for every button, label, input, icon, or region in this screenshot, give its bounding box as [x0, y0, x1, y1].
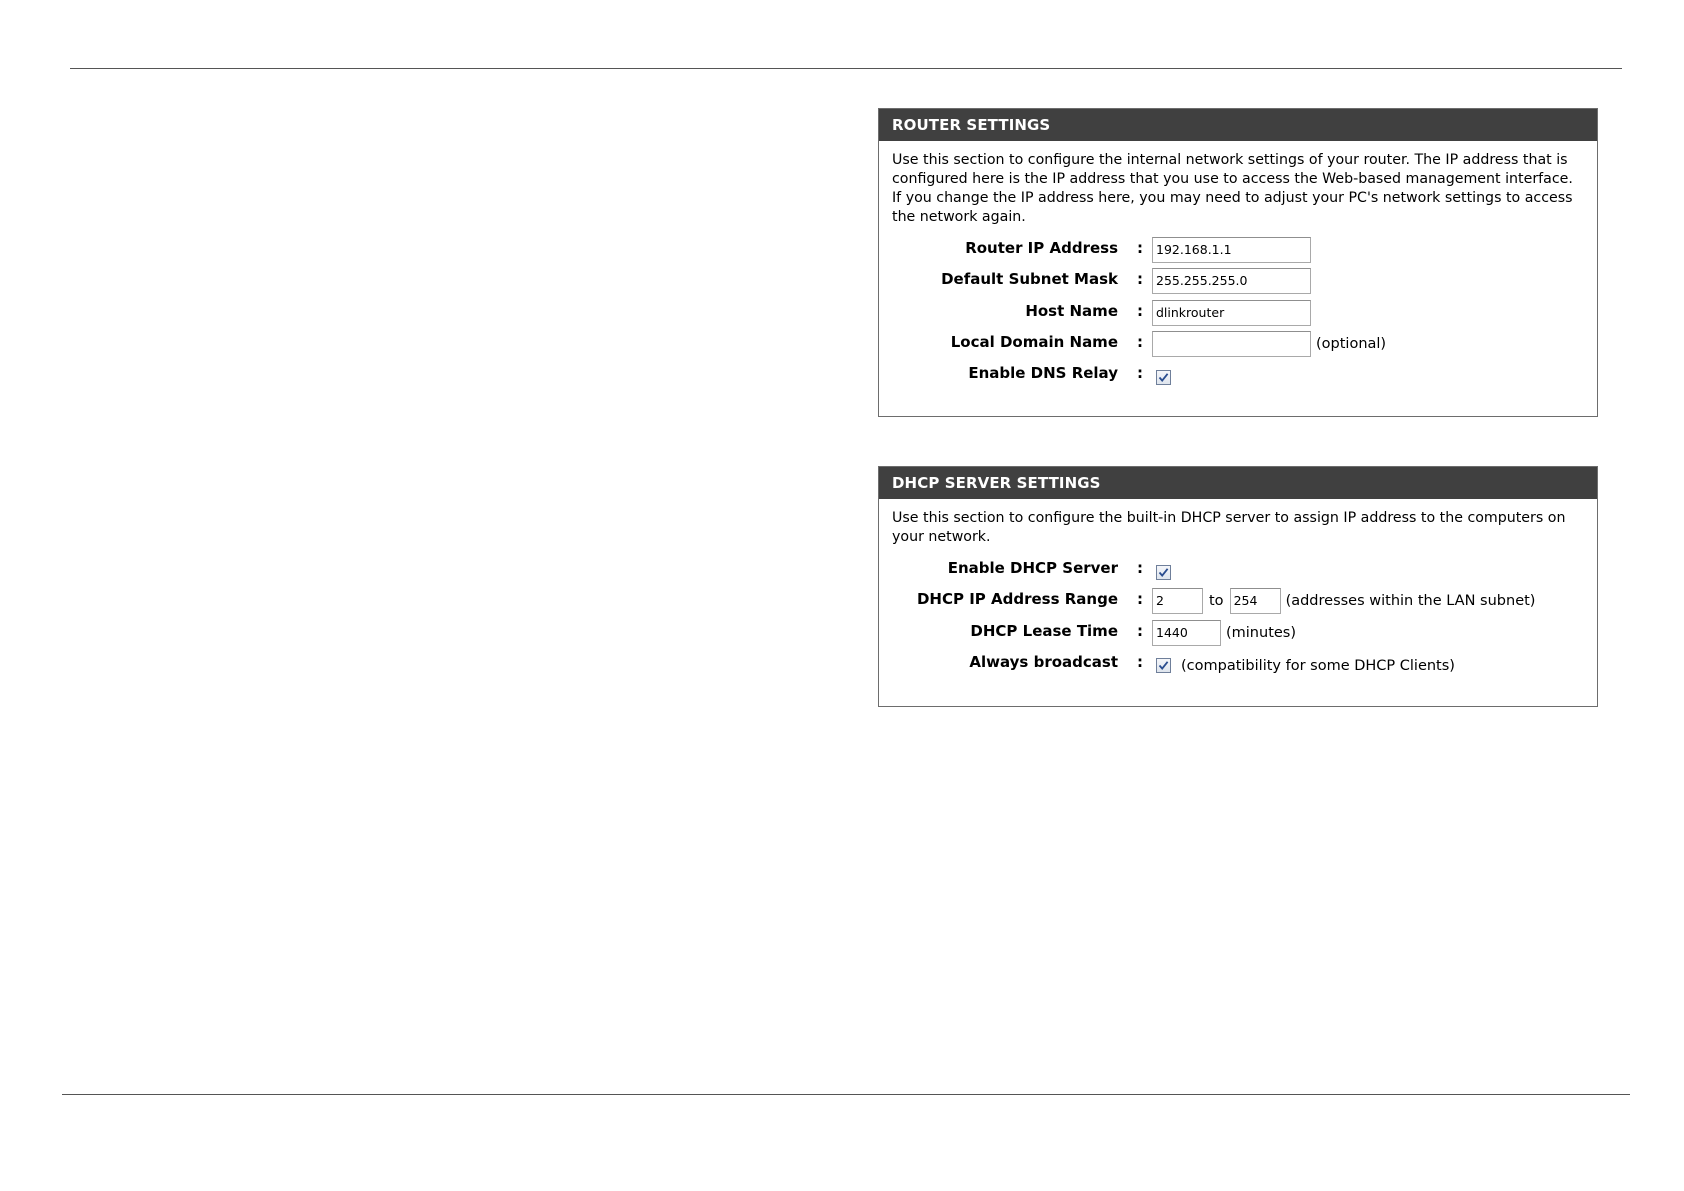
dhcp-range-field-wrap [1152, 588, 1535, 614]
dns-relay-field-wrap [1152, 362, 1171, 388]
subnet-mask-colon: : [1137, 270, 1143, 289]
local-domain-optional-note: (optional) [1316, 335, 1387, 352]
lease-time-unit: (minutes) [1226, 624, 1297, 641]
dhcp-range-label: DHCP IP Address Range [916, 590, 1118, 609]
local-domain-label: Local Domain Name [950, 332, 1118, 351]
dhcp-range-end-input[interactable]: 254 [1230, 588, 1281, 614]
dhcp-server-settings-panel [878, 466, 1598, 707]
enable-dhcp-field-wrap [1152, 557, 1171, 583]
router-ip-field-wrap [1152, 237, 1311, 263]
subnet-mask-input[interactable]: 255.255.255.0 [1152, 268, 1311, 294]
router-settings-form [879, 237, 1597, 393]
dhcp-range-note: (addresses within the LAN subnet) [1285, 593, 1536, 610]
dns-relay-label: Enable DNS Relay [968, 364, 1118, 383]
checkmark-icon [1158, 660, 1169, 671]
enable-dhcp-label: Enable DHCP Server [947, 559, 1118, 577]
always-broadcast-note: (compatibility for some DHCP Clients) [1181, 657, 1455, 674]
enable-dhcp-colon: : [1137, 559, 1143, 577]
router-settings-description: Use this section to configure the internal network settings of your router. The IP address that is configured here is the IP address that you use to access the Web-based management interface. If you change the IP address here, you may need to adjust your PC's network settings to access the network again. [892, 152, 1573, 225]
always-broadcast-colon: : [1137, 652, 1143, 671]
local-domain-row [879, 331, 1597, 362]
lease-time-row [879, 620, 1597, 651]
local-domain-colon: : [1137, 332, 1143, 351]
router-settings-title: ROUTER SETTINGS [879, 109, 1597, 141]
checkmark-icon [1158, 567, 1169, 578]
router-settings-panel [878, 108, 1598, 417]
dhcp-range-to-text: to [1209, 593, 1224, 610]
always-broadcast-field-wrap [1152, 651, 1455, 677]
dns-relay-row [879, 362, 1597, 393]
dhcp-settings-title: DHCP SERVER SETTINGS [879, 467, 1597, 499]
local-domain-input[interactable] [1152, 331, 1311, 357]
router-ip-label: Router IP Address [965, 239, 1118, 257]
dhcp-range-start-input[interactable]: 2 [1152, 588, 1203, 614]
subnet-mask-field-wrap [1152, 268, 1311, 294]
dns-relay-checkbox[interactable] [1156, 370, 1171, 385]
checkmark-icon [1158, 372, 1169, 383]
subnet-mask-row [879, 268, 1597, 299]
lease-time-input[interactable]: 1440 [1152, 620, 1221, 646]
host-name-colon: : [1137, 301, 1143, 320]
always-broadcast-row [879, 651, 1597, 682]
lease-time-colon: : [1137, 621, 1143, 640]
subnet-mask-label: Default Subnet Mask [941, 270, 1118, 289]
host-name-input[interactable]: dlinkrouter [1152, 300, 1311, 326]
host-name-row [879, 300, 1597, 331]
router-ip-input[interactable]: 192.168.1.1 [1152, 237, 1311, 263]
enable-dhcp-checkbox[interactable] [1156, 565, 1171, 580]
local-domain-field-wrap [1152, 331, 1386, 357]
always-broadcast-label: Always broadcast [969, 652, 1118, 671]
dns-relay-colon: : [1137, 364, 1143, 383]
top-divider [70, 68, 1622, 69]
dhcp-range-colon: : [1137, 590, 1143, 609]
host-name-label: Host Name [1025, 301, 1118, 320]
lease-time-label: DHCP Lease Time [970, 621, 1118, 640]
host-name-field-wrap [1152, 300, 1311, 326]
bottom-divider [62, 1094, 1630, 1095]
dhcp-settings-description: Use this section to configure the built-in DHCP server to assign IP address to the computers on your network. [892, 510, 1566, 545]
enable-dhcp-row [879, 557, 1597, 588]
lease-time-field-wrap [1152, 620, 1296, 646]
router-ip-colon: : [1137, 239, 1143, 257]
dhcp-range-row [879, 588, 1597, 619]
dhcp-settings-form [879, 557, 1597, 682]
always-broadcast-checkbox[interactable] [1156, 658, 1171, 673]
router-ip-row [879, 237, 1597, 268]
